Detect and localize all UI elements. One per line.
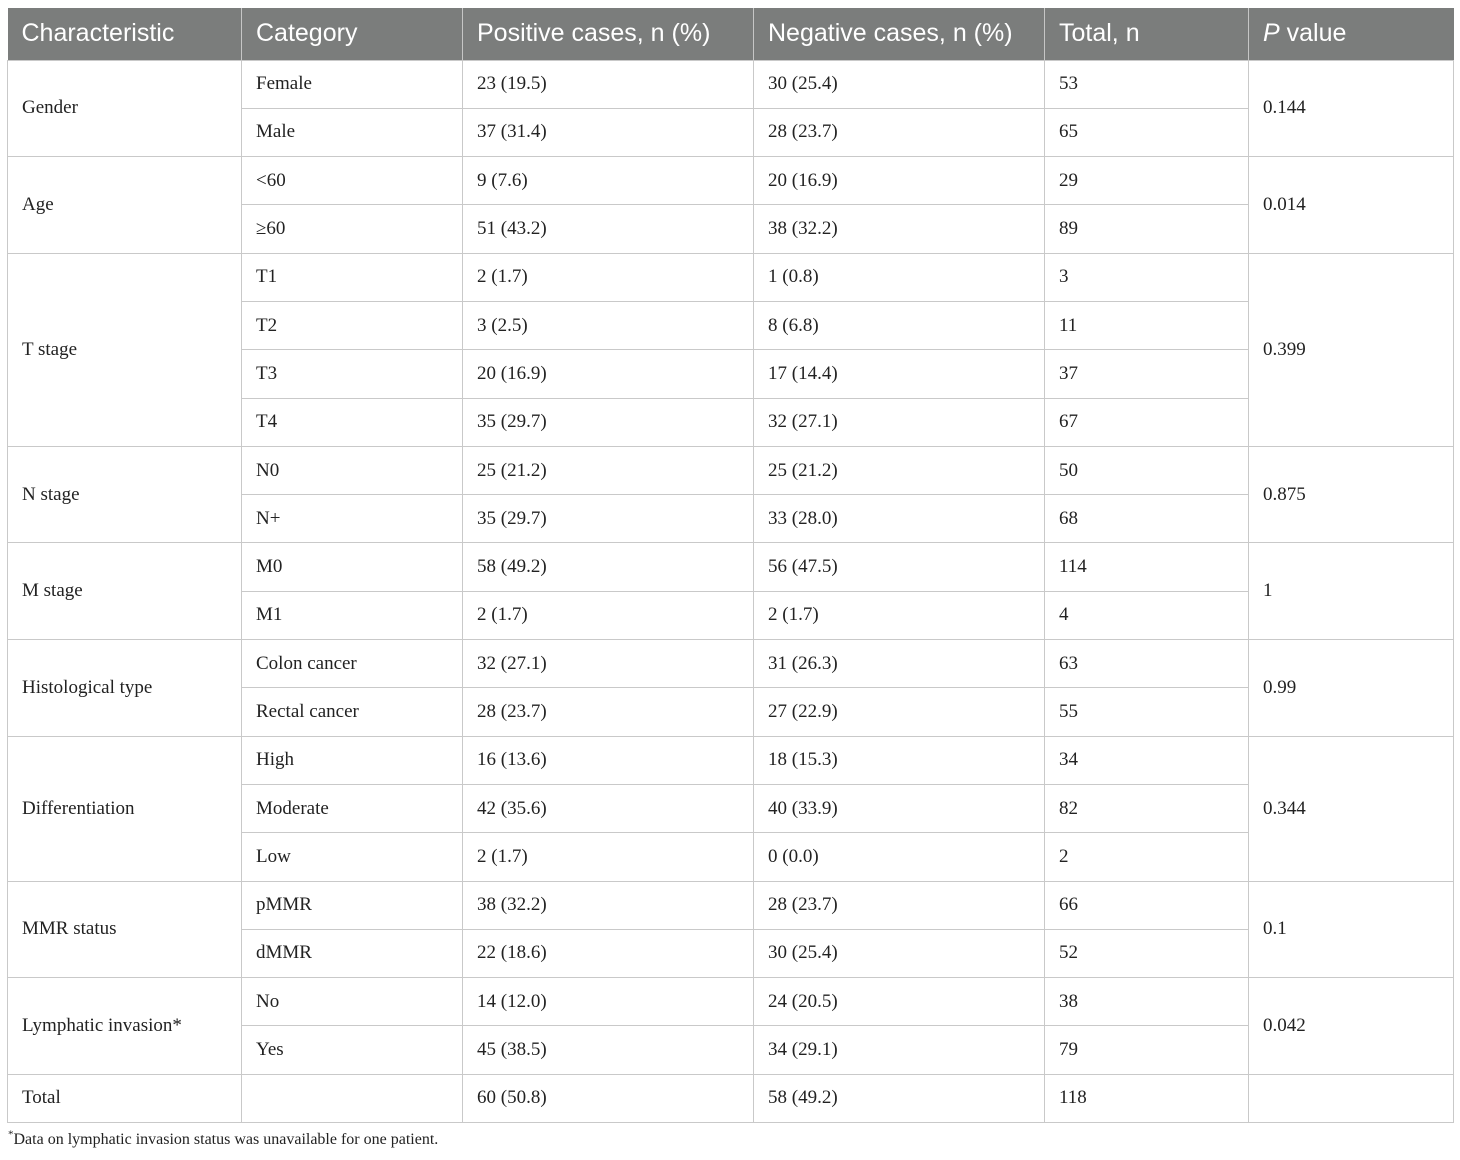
category-cell: M1: [242, 591, 463, 639]
category-cell: T3: [242, 350, 463, 398]
positive-cell: 35 (29.7): [463, 495, 754, 543]
table-row: [8, 736, 1454, 784]
category-cell: T4: [242, 398, 463, 446]
data-table: [7, 8, 1454, 1123]
characteristic-cell: Differentiation: [8, 736, 242, 881]
header-total: Total, n: [1045, 8, 1249, 60]
category-cell: <60: [242, 157, 463, 205]
positive-cell: 60 (50.8): [463, 1074, 754, 1122]
negative-cell: 28 (23.7): [754, 881, 1045, 929]
table-row: [8, 640, 1454, 688]
total-cell: 29: [1045, 157, 1249, 205]
p-value-cell: 0.399: [1249, 253, 1454, 446]
positive-cell: 20 (16.9): [463, 350, 754, 398]
characteristic-cell: Age: [8, 157, 242, 254]
negative-cell: 56 (47.5): [754, 543, 1045, 591]
table-row: [8, 978, 1454, 1026]
category-cell: T1: [242, 253, 463, 301]
total-cell: 63: [1045, 640, 1249, 688]
table-body: [8, 60, 1454, 1123]
category-cell: [242, 1074, 463, 1122]
negative-cell: 27 (22.9): [754, 688, 1045, 736]
category-cell: Female: [242, 60, 463, 108]
category-cell: Colon cancer: [242, 640, 463, 688]
p-value-cell: 0.99: [1249, 640, 1454, 737]
positive-cell: 22 (18.6): [463, 929, 754, 977]
positive-cell: 2 (1.7): [463, 591, 754, 639]
negative-cell: 34 (29.1): [754, 1026, 1045, 1074]
negative-cell: 32 (27.1): [754, 398, 1045, 446]
negative-cell: 0 (0.0): [754, 833, 1045, 881]
category-cell: Low: [242, 833, 463, 881]
positive-cell: 35 (29.7): [463, 398, 754, 446]
negative-cell: 8 (6.8): [754, 301, 1045, 349]
positive-cell: 3 (2.5): [463, 301, 754, 349]
total-cell: 79: [1045, 1026, 1249, 1074]
characteristic-cell: Lymphatic invasion*: [8, 978, 242, 1075]
table-row: [8, 60, 1454, 108]
total-cell: 65: [1045, 108, 1249, 156]
negative-cell: 17 (14.4): [754, 350, 1045, 398]
negative-cell: 18 (15.3): [754, 736, 1045, 784]
category-cell: No: [242, 978, 463, 1026]
header-positive: Positive cases, n (%): [463, 8, 754, 60]
total-cell: 53: [1045, 60, 1249, 108]
negative-cell: 30 (25.4): [754, 60, 1045, 108]
footnote-text: Data on lymphatic invasion status was unavailable for one patient.: [13, 1131, 439, 1148]
total-cell: 4: [1045, 591, 1249, 639]
total-cell: 114: [1045, 543, 1249, 591]
total-cell: 38: [1045, 978, 1249, 1026]
positive-cell: 38 (32.2): [463, 881, 754, 929]
total-cell: 11: [1045, 301, 1249, 349]
category-cell: ≥60: [242, 205, 463, 253]
category-cell: pMMR: [242, 881, 463, 929]
positive-cell: 51 (43.2): [463, 205, 754, 253]
category-cell: M0: [242, 543, 463, 591]
header-p-value: [1249, 8, 1454, 60]
footnote-marker: *: [8, 1128, 14, 1141]
positive-cell: 2 (1.7): [463, 833, 754, 881]
characteristic-cell: Gender: [8, 60, 242, 157]
positive-cell: 16 (13.6): [463, 736, 754, 784]
total-cell: 66: [1045, 881, 1249, 929]
negative-cell: 2 (1.7): [754, 591, 1045, 639]
category-cell: dMMR: [242, 929, 463, 977]
characteristic-cell: Histological type: [8, 640, 242, 737]
total-cell: 68: [1045, 495, 1249, 543]
positive-cell: 42 (35.6): [463, 784, 754, 832]
table-row: [8, 881, 1454, 929]
negative-cell: 1 (0.8): [754, 253, 1045, 301]
category-cell: T2: [242, 301, 463, 349]
header-row: [8, 8, 1454, 60]
positive-cell: 37 (31.4): [463, 108, 754, 156]
positive-cell: 32 (27.1): [463, 640, 754, 688]
p-value-cell: 0.875: [1249, 446, 1454, 543]
p-value-cell: 0.344: [1249, 736, 1454, 881]
header-category: Category: [242, 8, 463, 60]
header-negative: Negative cases, n (%): [754, 8, 1045, 60]
category-cell: High: [242, 736, 463, 784]
category-cell: Male: [242, 108, 463, 156]
p-value-cell: 0.144: [1249, 60, 1454, 157]
table-row: [8, 446, 1454, 494]
positive-cell: 2 (1.7): [463, 253, 754, 301]
positive-cell: 28 (23.7): [463, 688, 754, 736]
total-cell: 3: [1045, 253, 1249, 301]
category-cell: Rectal cancer: [242, 688, 463, 736]
total-cell: 50: [1045, 446, 1249, 494]
negative-cell: 30 (25.4): [754, 929, 1045, 977]
p-value-cell: 0.014: [1249, 157, 1454, 254]
table-row: [8, 543, 1454, 591]
positive-cell: 9 (7.6): [463, 157, 754, 205]
category-cell: Moderate: [242, 784, 463, 832]
header-p-rest: value: [1279, 19, 1347, 48]
characteristic-cell: M stage: [8, 543, 242, 640]
total-cell: 89: [1045, 205, 1249, 253]
positive-cell: 25 (21.2): [463, 446, 754, 494]
p-value-cell: 0.042: [1249, 978, 1454, 1075]
total-cell: 2: [1045, 833, 1249, 881]
p-value-cell: [1249, 1074, 1454, 1122]
characteristic-cell: Total: [8, 1074, 242, 1122]
positive-cell: 58 (49.2): [463, 543, 754, 591]
negative-cell: 28 (23.7): [754, 108, 1045, 156]
positive-cell: 23 (19.5): [463, 60, 754, 108]
header-p-italic: P: [1263, 19, 1280, 48]
positive-cell: 14 (12.0): [463, 978, 754, 1026]
negative-cell: 33 (28.0): [754, 495, 1045, 543]
negative-cell: 31 (26.3): [754, 640, 1045, 688]
total-cell: 55: [1045, 688, 1249, 736]
total-cell: 82: [1045, 784, 1249, 832]
negative-cell: 38 (32.2): [754, 205, 1045, 253]
total-cell: 118: [1045, 1074, 1249, 1122]
total-cell: 34: [1045, 736, 1249, 784]
category-cell: Yes: [242, 1026, 463, 1074]
characteristic-cell: N stage: [8, 446, 242, 543]
negative-cell: 40 (33.9): [754, 784, 1045, 832]
total-row: [8, 1074, 1454, 1122]
negative-cell: 58 (49.2): [754, 1074, 1045, 1122]
footnote: [8, 1128, 439, 1149]
category-cell: N0: [242, 446, 463, 494]
positive-cell: 45 (38.5): [463, 1026, 754, 1074]
category-cell: N+: [242, 495, 463, 543]
negative-cell: 24 (20.5): [754, 978, 1045, 1026]
negative-cell: 25 (21.2): [754, 446, 1045, 494]
total-cell: 37: [1045, 350, 1249, 398]
header-characteristic: Characteristic: [8, 8, 242, 60]
total-cell: 52: [1045, 929, 1249, 977]
table-row: [8, 253, 1454, 301]
total-cell: 67: [1045, 398, 1249, 446]
p-value-cell: 0.1: [1249, 881, 1454, 978]
characteristic-cell: T stage: [8, 253, 242, 446]
characteristic-cell: MMR status: [8, 881, 242, 978]
table-row: [8, 157, 1454, 205]
p-value-cell: 1: [1249, 543, 1454, 640]
negative-cell: 20 (16.9): [754, 157, 1045, 205]
